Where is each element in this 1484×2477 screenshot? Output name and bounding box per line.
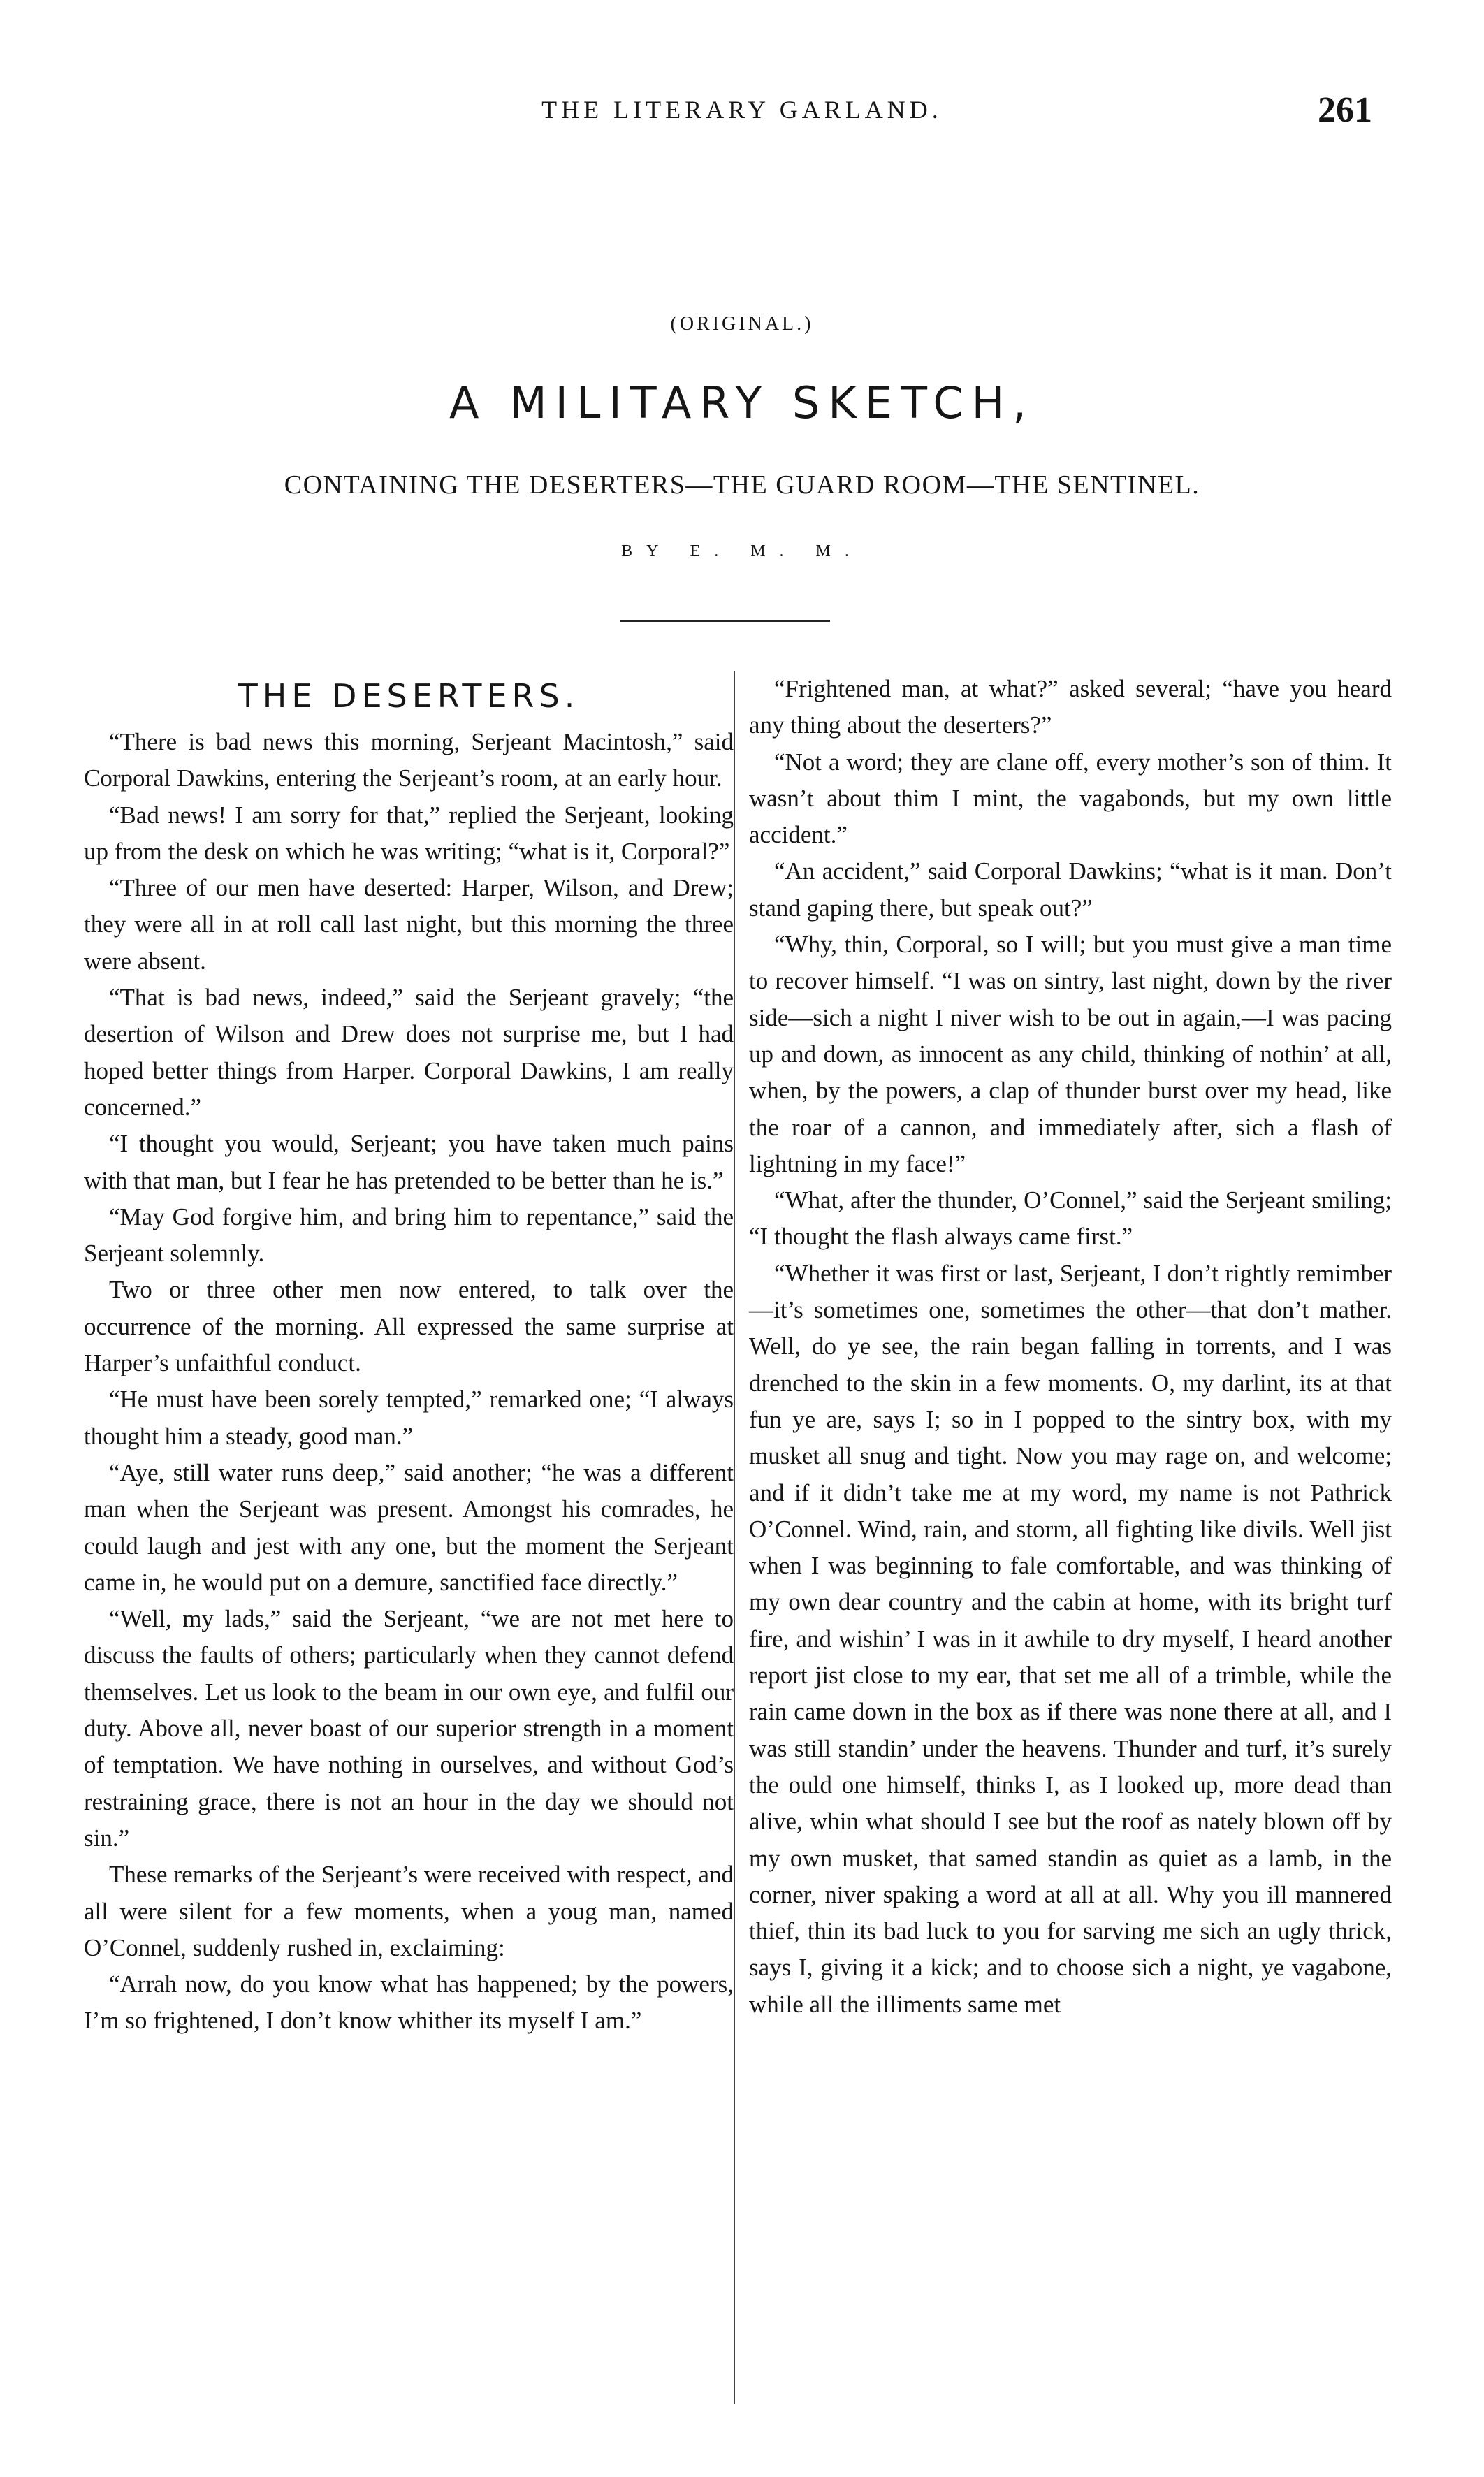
paragraph: “Why, thin, Corporal, so I will; but you must give a man time to recover himself. “I was on sintry, last night, down by the river side—sich a night I niver wish to be out in again,—I was pacing up and down, as innocent as any child, thinking of nothin’ at all, when, by the powers, a clap of thunder burst over my head, like the roar of a cannon, and immediately after, sich a flash of lightning in my face!” [749, 931, 1392, 1177]
origin-note: (ORIGINAL.) [670, 313, 814, 335]
paragraph: “Bad news! I am sorry for that,” replied the Serjeant, looking up from the desk on which he was writing; “what is it, Corporal?” [84, 801, 734, 865]
paragraph: “Three of our men have deserted: Harper, Wilson, and Drew; they were all in at roll call last night, but this morning the three were absent. [84, 874, 734, 975]
paragraph: “Aye, still water runs deep,” said another; “he was a different man when the Serjeant was present. Amongst his comrades, he could laugh and jest with any one, but the moment the Serjeant came in, he would put on a demure, sanctified face directly.” [84, 1458, 734, 1596]
paragraph: “What, after the thunder, O’Connel,” said the Serjeant smiling; “I thought the flash always came first.” [749, 1186, 1392, 1251]
column-divider [734, 671, 735, 2404]
paragraph: “That is bad news, indeed,” said the Serjeant gravely; “the desertion of Wilson and Drew does not surprise me, but I had hoped better things from Harper. Corporal Dawkins, I am really concerned.” [84, 984, 734, 1121]
paragraph: “He must have been sorely tempted,” remarked one; “I always thought him a steady, good man.” [84, 1386, 734, 1450]
paragraph: “Arrah now, do you know what has happened; by the powers, I’m so frightened, I don’t know whither its myself I am.” [84, 1970, 734, 2035]
paragraph: “An accident,” said Corporal Dawkins; “what is it man. Don’t stand gaping there, but speak out?” [749, 857, 1392, 922]
paragraph: “Whether it was first or last, Serjeant, I don’t rightly remimber—it’s sometimes one, sometimes the other—that don’t mather. Well, do ye see, the rain began falling in torrents, and I was drenched to the skin in a few moments. O, my darlint, its at that fun ye are, says I; so in I popped to the sintry box, with my musket all snug and tight. Now you may rage on, and welcome; and if it didn’t take me at my word, my name is not Pathrick O’Connel. Wind, rain, and storm, all fighting like divils. Well jist when I was beginning to fale comfortable, and was thinking of my own dear country and the cabin at home, with its bright turf fire, and wishin’ I was in it awhile to dry myself, I heard another report jist close to my ear, that set me all of a trimble, while the rain came down in the box as if there was none there at all, and I was still standin’ under the heavens. Thunder and turf, it’s surely the ould one himself, thinks I, as I looked up, more dead than alive, whin what should I see but the roof as nately blown off by my own musket, that samed standin as quiet as a lamb, in the corner, niver spaking a word at all at all. Why you ill mannered thief, thin its bad luck to you for sarving me sich an ugly thrick, says I, giving it a kick; and to choose sich a night, ye vagabone, while all the illiments same met [749, 1259, 1392, 2018]
paragraph: “I thought you would, Serjeant; you have taken much pains with that man, but I fear he has pretended to be better than he is.” [84, 1130, 734, 1194]
paragraph: These remarks of the Serjeant’s were received with respect, and all were silent for a few moments, when a youg man, named O’Connel, suddenly rushed in, exclaiming: [84, 1861, 734, 1961]
paragraph: “Not a word; they are clane off, every mother’s son of thim. It wasn’t about thim I mint, the vagabonds, but my own little accident.” [749, 748, 1392, 849]
right-column [749, 671, 1392, 2023]
section-title: THE DESERTERS. [238, 677, 580, 715]
article-title: A MILITARY SKETCH, [449, 377, 1035, 428]
left-column [84, 671, 734, 2040]
article-subtitle: CONTAINING THE DESERTERS—THE GUARD ROOM—THE SENTINEL. [284, 470, 1200, 500]
paragraph: “There is bad news this morning, Serjeant Macintosh,” said Corporal Dawkins, entering the Serjeant’s room, at an early hour. [84, 728, 734, 792]
running-title: THE LITERARY GARLAND. [541, 96, 943, 124]
running-head [0, 89, 1484, 138]
byline: BY E. M. M. [621, 542, 863, 560]
paragraph: “May God forgive him, and bring him to repentance,” said the Serjeant solemnly. [84, 1203, 734, 1267]
paragraph: Two or three other men now entered, to talk over the occurrence of the morning. All expressed the same surprise at Harper’s unfaithful conduct. [84, 1276, 734, 1377]
title-rule [620, 620, 830, 622]
paragraph: “Well, my lads,” said the Serjeant, “we are not met here to discuss the faults of others; particularly when they cannot defend themselves. Let us look to the beam in our own eye, and fulfil our duty. Above all, never boast of our superior strength in a moment of temptation. We have nothing in ourselves, and without God’s restraining grace, there is not an hour in the day we should not sin.” [84, 1605, 734, 1852]
paragraph: “Frightened man, at what?” asked several; “have you heard any thing about the deserters?” [749, 675, 1392, 739]
page-number: 261 [1318, 90, 1372, 130]
